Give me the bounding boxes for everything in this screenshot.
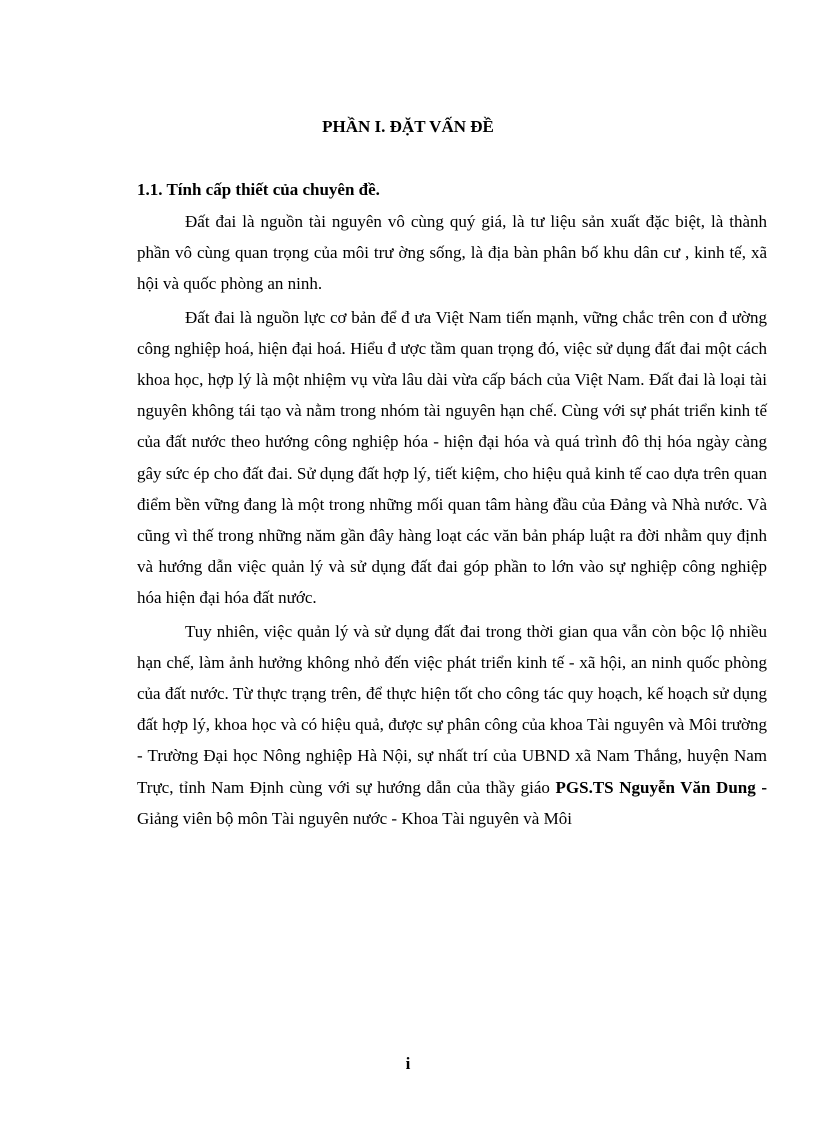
advisor-name: PGS.TS Nguyễn Văn Dung - [555,777,767,797]
section-heading: 1.1. Tính cấp thiết của chuyên đề. [137,180,380,199]
paragraph-3 [137,616,767,834]
body-text [137,206,767,836]
paragraph-1: Đất đai là nguồn tài nguyên vô cùng quý giá, là tư liệu sản xuất đặc biệt, là thành phần vô cùng quan trọng của môi trư ờng sống, là địa bàn phân bố khu dân cư , kinh tế, xã hội và quốc phòng an ninh. [137,212,767,294]
paragraph-3-text: Tuy nhiên, việc quản lý và sử dụng đất đai trong thời gian qua vẫn còn bộc lộ nhiều hạn chế, làm ảnh hưởng không nhỏ đến việc phát triển kinh tế - xã hội, an ninh quốc phòng của đất nước. Từ thực trạng trên, để thực hiện tốt cho công tác quy hoạch, kế hoạch sử dụng đất hợp lý, khoa học và có hiệu quả, được sự phân công của khoa Tài nguyên và Môi trường - Trường Đại học Nông nghiệp Hà Nội, sự nhất trí của UBND xã Nam Thắng, huyện Nam Trực, tỉnh Nam Định cùng với sự hướng dẫn của thầy giáo [137,621,767,797]
page-number: i [405,1054,411,1073]
paragraph-2: Đất đai là nguồn lực cơ bản để đ ưa Việt Nam tiến mạnh, vững chắc trên con đ ường công nghiệp hoá, hiện đại hoá. Hiểu đ ược tầm quan trọng đó, việc sử dụng đất đai một cách khoa học, hợp lý là một nhiệm vụ vừa lâu dài vừa cấp bách của Việt Nam. Đất đai là loại tài nguyên không tái tạo và nằm trong nhóm tài nguyên hạn chế. Cùng với sự phát triển kinh tế của đất nước theo hướng công nghiệp hóa - hiện đại hóa và quá trình đô thị hóa ngày càng gây sức ép cho đất đai. Sử dụng đất hợp lý, tiết kiệm, cho hiệu quả kinh tế cao dựa trên quan điểm bền vững đang là một trong những mối quan tâm hàng đầu của Đảng và Nhà nước. Và cũng vì thế trong những năm gần đây hàng loạt các văn bản pháp luật ra đời nhằm quy định và hướng dẫn việc quản lý và sử dụng đất đai góp phần to lớn vào sự nghiệp công nghiệp hóa hiện đại hóa đất nước. [137,307,767,608]
page-title: PHẦN I. ĐẶT VẤN ĐỀ [322,117,494,136]
paragraph-3-tail: Giảng viên bộ môn Tài nguyên nước - Khoa Tài nguyên và Môi [137,808,572,828]
